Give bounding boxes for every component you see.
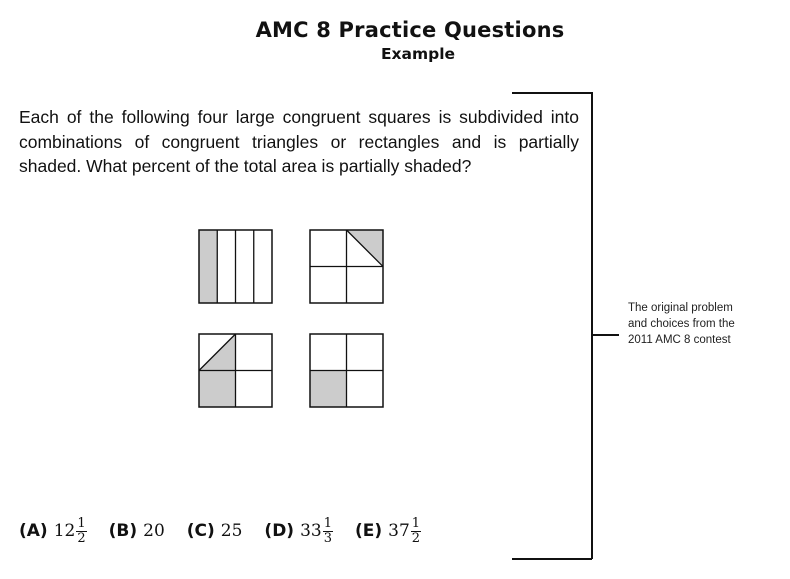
choice-letter: (E) bbox=[355, 521, 383, 541]
fraction-denominator: 3 bbox=[323, 530, 332, 546]
choice-whole: 20 bbox=[143, 521, 165, 541]
choice-whole: 12 bbox=[53, 521, 76, 541]
choice-whole: 37 bbox=[388, 521, 410, 541]
square-figure-4 bbox=[309, 333, 384, 408]
square-figure-2 bbox=[309, 229, 384, 304]
page-title: AMC 8 Practice Questions bbox=[255, 18, 565, 42]
choice-d bbox=[264, 517, 333, 546]
choice-whole: 33 bbox=[300, 521, 322, 541]
side-note-line-2: and choices from the bbox=[628, 318, 735, 330]
fraction-denominator: 2 bbox=[77, 530, 86, 546]
choice-fraction bbox=[76, 517, 86, 546]
side-note-line-1: The original problem bbox=[628, 302, 733, 314]
shaded-cell bbox=[310, 371, 347, 408]
choice-value bbox=[221, 521, 243, 541]
choice-fraction bbox=[411, 517, 421, 546]
shaded-cell bbox=[199, 371, 236, 408]
choice-a bbox=[19, 517, 87, 546]
fraction-denominator: 2 bbox=[411, 530, 421, 546]
choice-value bbox=[300, 517, 333, 546]
page-subtitle: Example bbox=[380, 45, 456, 63]
choice-value bbox=[388, 517, 421, 546]
side-note-line-3: 2011 AMC 8 contest bbox=[628, 334, 731, 346]
square-figure-3 bbox=[198, 333, 273, 408]
choice-c bbox=[187, 521, 243, 541]
choice-letter: (B) bbox=[108, 521, 138, 541]
problem-text: Each of the following four large congruent squares is subdivided into combinations of congruent triangles or rectangles and is partially shaded. What percent of the total area is partially shaded? bbox=[19, 107, 579, 176]
bracket-vertical-line bbox=[591, 92, 593, 559]
fraction-numerator: 1 bbox=[411, 515, 421, 531]
bracket-bottom-line bbox=[512, 558, 592, 560]
choice-fraction bbox=[323, 517, 333, 546]
shaded-strip bbox=[199, 230, 217, 303]
choice-whole: 25 bbox=[220, 521, 243, 541]
bracket-top-line bbox=[512, 92, 592, 94]
choice-letter: (A) bbox=[19, 521, 48, 541]
fraction-numerator: 1 bbox=[77, 515, 86, 531]
answer-choices bbox=[19, 508, 443, 554]
fraction-numerator: 1 bbox=[323, 515, 332, 531]
choice-e bbox=[355, 517, 421, 546]
side-note bbox=[628, 300, 788, 348]
choice-b bbox=[109, 521, 165, 541]
choice-letter: (C) bbox=[186, 521, 215, 541]
square-figure-1 bbox=[198, 229, 273, 304]
choice-letter: (D) bbox=[264, 521, 295, 541]
bracket-pointer-line bbox=[592, 334, 619, 336]
choice-value bbox=[143, 521, 165, 541]
choice-value bbox=[54, 517, 87, 546]
